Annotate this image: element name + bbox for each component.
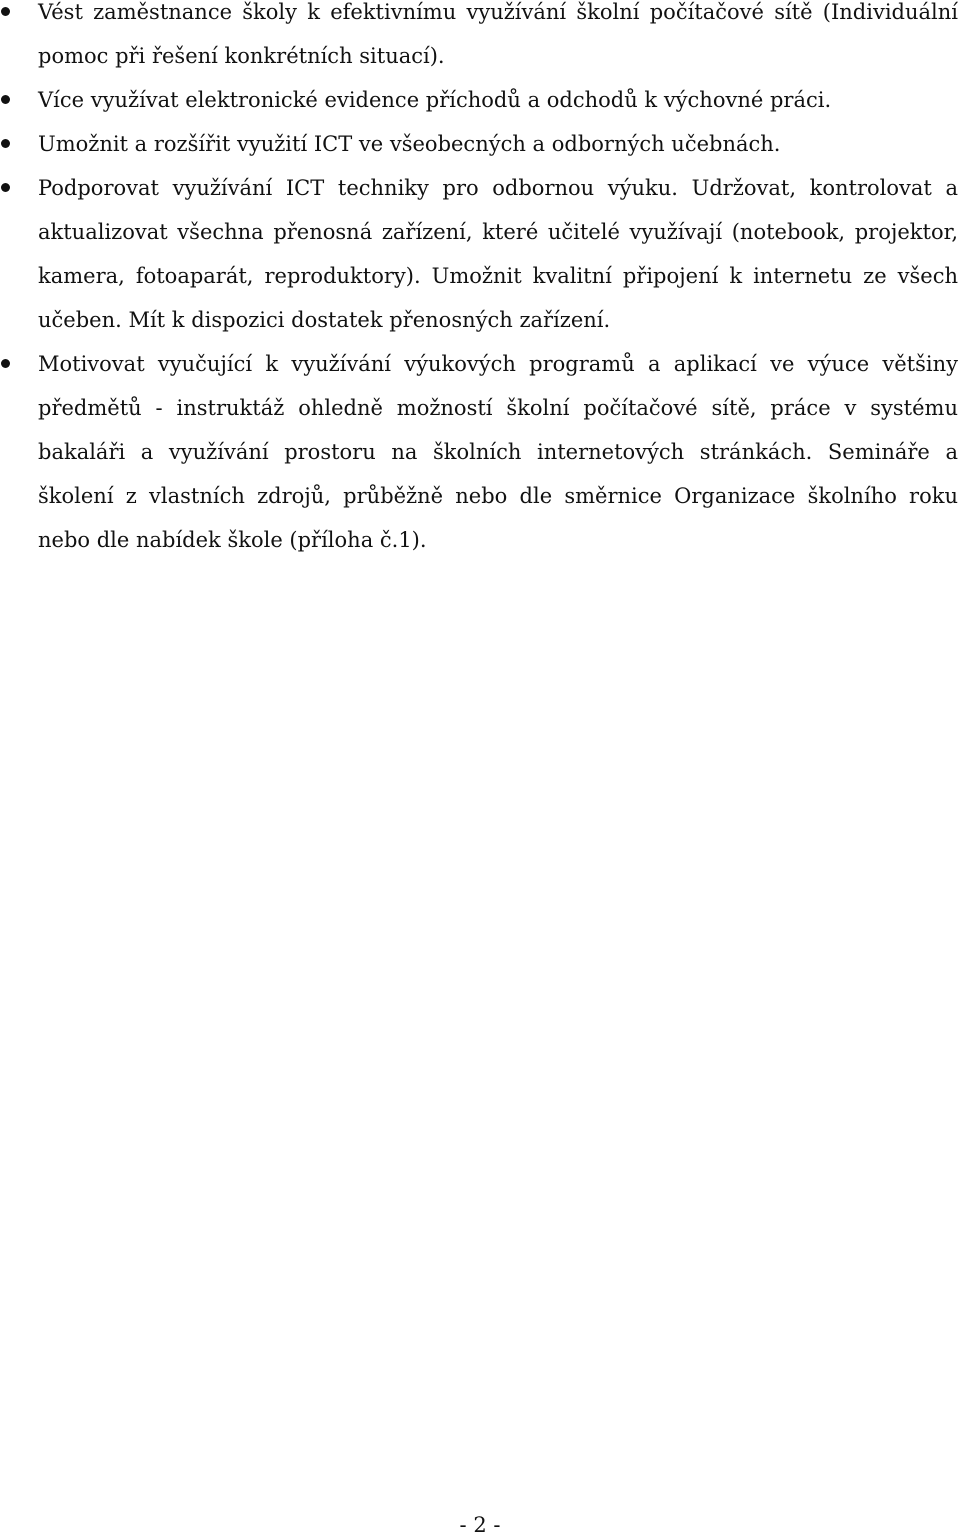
- bullet-item: [0, 78, 958, 122]
- bullet-dot-icon: [1, 7, 10, 16]
- bullet-dot-icon: [1, 359, 10, 368]
- page-number: - 2 -: [459, 1513, 501, 1537]
- bullet-dot-icon: [1, 95, 10, 104]
- bullet-dot-icon: [1, 139, 10, 148]
- bullet-item: [0, 166, 958, 342]
- bullet-text: Více využívat elektronické evidence příchodů a odchodů k výchovné práci.: [38, 88, 832, 112]
- bullet-item: [0, 342, 958, 562]
- bullet-dot-icon: [1, 183, 10, 192]
- bullet-list: [0, 0, 958, 562]
- bullet-item: [0, 0, 958, 78]
- bullet-text: Vést zaměstnance školy k efektivnímu využívání školní počítačové sítě (Individuální pomoc při řešení konkrétních situací).: [38, 0, 958, 68]
- bullet-text: Umožnit a rozšířit využití ICT ve všeobecných a odborných učebnách.: [38, 132, 781, 156]
- bullet-text: Podporovat využívání ICT techniky pro odbornou výuku. Udržovat, kontrolovat a aktualizovat všechna přenosná zařízení, které učitelé využívají (notebook, projektor, kamera, fotoaparát, reproduktory). Umožnit kvalitní připojení k internetu ze všech učeben. Mít k dispozici dostatek přenosných zařízení.: [38, 176, 958, 332]
- bullet-text: Motivovat vyučující k využívání výukových programů a aplikací ve výuce většiny předmětů - instruktáž ohledně možností školní počítačové sítě, práce v systému bakaláři a využívání prostoru na školních internetových stránkách. Semináře a školení z vlastních zdrojů, průběžně nebo dle směrnice Organizace školního roku nebo dle nabídek škole (příloha č.1).: [38, 352, 958, 552]
- bullet-item: [0, 122, 958, 166]
